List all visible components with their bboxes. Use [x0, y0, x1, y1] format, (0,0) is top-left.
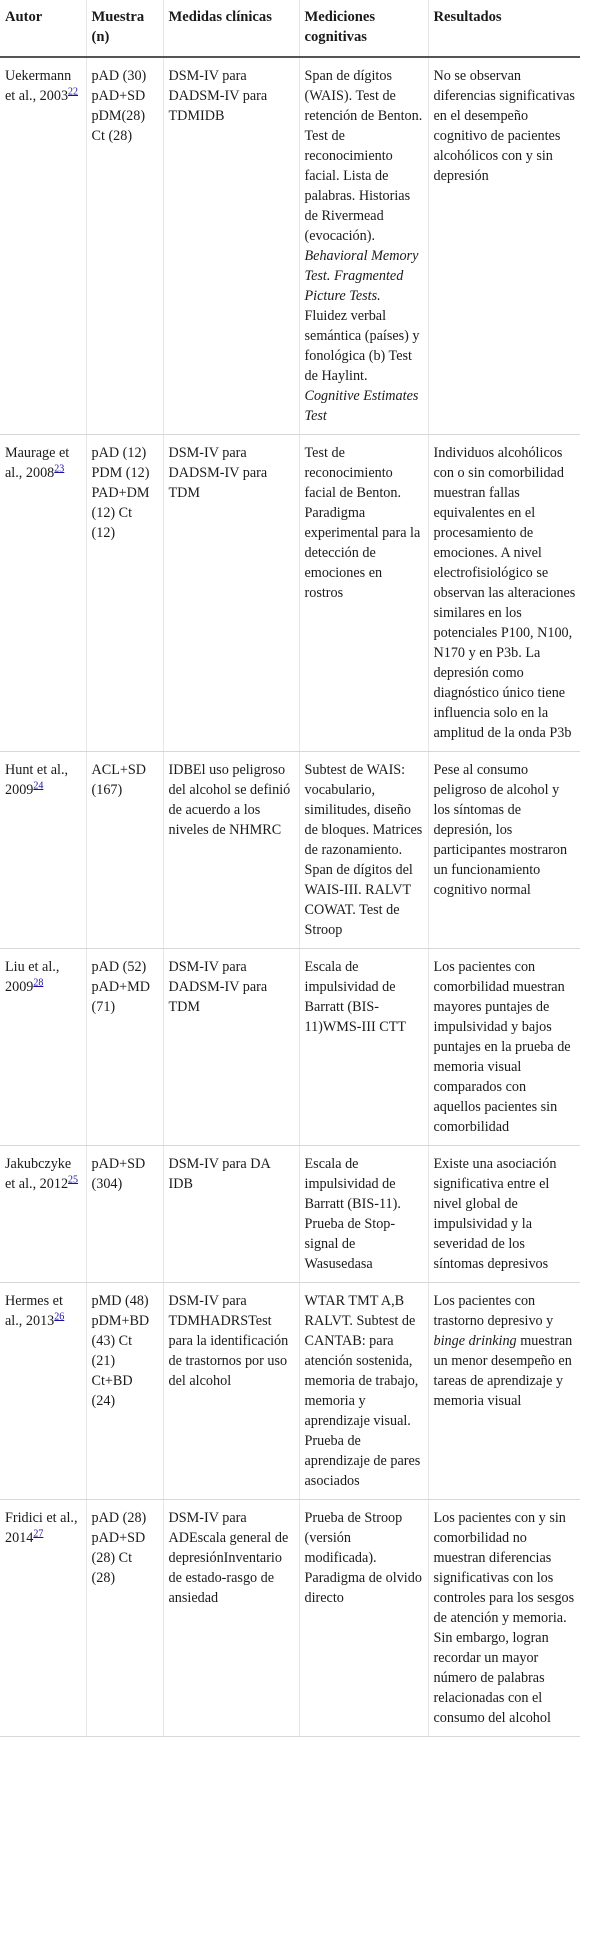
header-author: Autor — [0, 0, 86, 57]
author-cell — [0, 435, 86, 752]
cognitive-cell: WTAR TMT A,B RALVT. Subtest de CANTAB: para atención sostenida, memoria de trabajo, memoria y aprendizaje visual. Prueba de aprendizaje de pares asociados — [299, 1283, 428, 1500]
cognitive-italic-text: Behavioral Memory Test. Fragmented Picture Tests. — [304, 248, 419, 304]
author-text: Uekermann et al., 2003 — [5, 68, 72, 104]
cognitive-cell — [299, 57, 428, 435]
author-text: Jakubczyke et al., 2012 — [5, 1156, 72, 1192]
author-cell — [0, 57, 86, 435]
results-cell: Existe una asociación significativa entre el nivel global de impulsividad y la severidad de los síntomas depresivos — [428, 1146, 580, 1283]
reference-link[interactable]: 23 — [54, 463, 65, 475]
author-text: Hunt et al., 2009 — [5, 762, 69, 798]
clinical-cell: DSM-IV para DADSM-IV para TDM — [163, 949, 299, 1146]
clinical-cell: DSM-IV para DADSM-IV para TDM — [163, 435, 299, 752]
reference-link[interactable]: 25 — [68, 1174, 79, 1186]
clinical-cell: DSM-IV para DA IDB — [163, 1146, 299, 1283]
cognitive-text: Fluidez verbal semántica (países) y fonológica (b) Test de Haylint. — [304, 308, 420, 384]
clinical-cell: DSM-IV para TDMHADRSTest para la identificación de trastornos por uso del alcohol — [163, 1283, 299, 1500]
table-header-row — [0, 0, 580, 57]
sample-cell: pAD (30) pAD+SD pDM(28) Ct (28) — [86, 57, 163, 435]
clinical-cell: DSM-IV para DADSM-IV para TDMIDB — [163, 57, 299, 435]
results-cell — [428, 1283, 580, 1500]
author-cell — [0, 752, 86, 949]
author-cell — [0, 1283, 86, 1500]
sample-cell: pAD (28) pAD+SD (28) Ct (28) — [86, 1500, 163, 1737]
reference-link[interactable]: 26 — [54, 1311, 65, 1323]
sample-cell: ACL+SD (167) — [86, 752, 163, 949]
results-cell: Los pacientes con y sin comorbilidad no muestran diferencias significativas con los controles para los sesgos de atención y memoria. Sin embargo, logran recordar un mayor número de palabras relacionadas con el consumo del alcohol — [428, 1500, 580, 1737]
table-row — [0, 949, 580, 1146]
results-cell: Pese al consumo peligroso de alcohol y los síntomas de depresión, los participantes mostraron un funcionamiento cognitivo normal — [428, 752, 580, 949]
clinical-cell: DSM-IV para ADEscala general de depresiónInventario de estado-rasgo de ansiedad — [163, 1500, 299, 1737]
results-cell: Los pacientes con comorbilidad muestran mayores puntajes de impulsividad y bajos puntajes en la prueba de memoria visual comparados con aquellos pacientes sin comorbilidad — [428, 949, 580, 1146]
cognitive-cell: Test de reconocimiento facial de Benton. Paradigma experimental para la detección de emociones en rostros — [299, 435, 428, 752]
cognitive-cell: Prueba de Stroop (versión modificada). Paradigma de olvido directo — [299, 1500, 428, 1737]
header-clinical: Medidas clínicas — [163, 0, 299, 57]
reference-link[interactable]: 24 — [33, 780, 44, 792]
author-text: Hermes et al., 2013 — [5, 1293, 63, 1329]
results-cell: Individuos alcohólicos con o sin comorbilidad muestran fallas equivalentes en el procesamiento de emociones. A nivel electrofisiológico se observan las alteraciones similares en los potenciales P100, N100, N170 y en P3b. La depresión como diagnóstico único tiene influencia solo en la amplitud de la onda P3b — [428, 435, 580, 752]
cognitive-cell: Escala de impulsividad de Barratt (BIS-11). Prueba de Stop-signal de Wasusedasa — [299, 1146, 428, 1283]
author-text: Maurage et al., 2008 — [5, 445, 70, 481]
results-text: muestran un menor desempeño en tareas de aprendizaje y memoria visual — [433, 1333, 573, 1409]
sample-cell: pAD+SD (304) — [86, 1146, 163, 1283]
author-text: Liu et al., 2009 — [5, 959, 60, 995]
cognitive-text: Span de dígitos (WAIS). Test de retención de Benton. Test de reconocimiento facial. Lista de palabras. Historias de Rivermead (evocación). — [304, 68, 423, 244]
reference-link[interactable]: 27 — [33, 1528, 44, 1540]
cognitive-italic-text: Cognitive Estimates Test — [304, 388, 419, 424]
author-cell — [0, 1500, 86, 1737]
reference-link[interactable]: 22 — [68, 86, 79, 98]
clinical-cell: IDBEl uso peligroso del alcohol se definió de acuerdo a los niveles de NHMRC — [163, 752, 299, 949]
results-cell: No se observan diferencias significativas en el desempeño cognitivo de pacientes alcohólicos con y sin depresión — [428, 57, 580, 435]
cognitive-cell: Escala de impulsividad de Barratt (BIS-11)WMS-III CTT — [299, 949, 428, 1146]
sample-cell: pAD (12) PDM (12) PAD+DM (12) Ct (12) — [86, 435, 163, 752]
reference-link[interactable]: 28 — [33, 977, 44, 989]
results-text: Los pacientes con trastorno depresivo y — [433, 1293, 554, 1329]
header-sample: Muestra (n) — [86, 0, 163, 57]
table-row — [0, 1146, 580, 1283]
sample-cell: pAD (52) pAD+MD (71) — [86, 949, 163, 1146]
author-cell — [0, 1146, 86, 1283]
author-text: Fridici et al., 2014 — [5, 1510, 78, 1546]
table-row — [0, 752, 580, 949]
table-row — [0, 1500, 580, 1737]
sample-cell: pMD (48) pDM+BD (43) Ct (21) Ct+BD (24) — [86, 1283, 163, 1500]
table-row — [0, 1283, 580, 1500]
table-row — [0, 57, 580, 435]
table-row — [0, 435, 580, 752]
header-results: Resultados — [428, 0, 580, 57]
results-italic-text: binge drinking — [433, 1333, 517, 1349]
author-cell — [0, 949, 86, 1146]
header-cognitive: Mediciones cognitivas — [299, 0, 428, 57]
cognitive-cell: Subtest de WAIS: vocabulario, similitudes, diseño de bloques. Matrices de razonamiento. Span de dígitos del WAIS-III. RALVT COWAT. Test de Stroop — [299, 752, 428, 949]
